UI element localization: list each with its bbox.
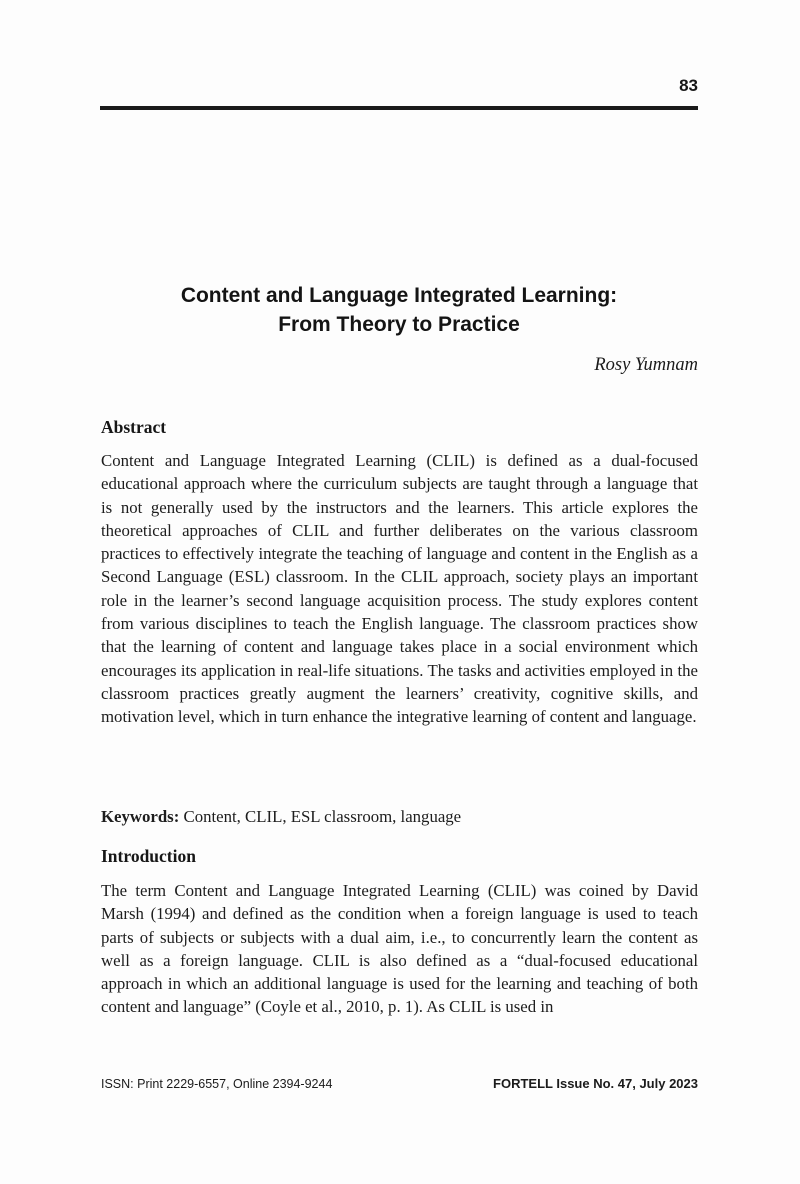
keywords-line [101, 807, 698, 827]
author-name: Rosy Yumnam [594, 355, 698, 375]
footer-issue: FORTELL Issue No. 47, July 2023 [493, 1076, 698, 1091]
keywords-text: Content, CLIL, ESL classroom, language [179, 807, 462, 826]
page-number: 83 [679, 76, 698, 95]
introduction-heading: Introduction [101, 846, 196, 866]
header-rule [100, 106, 698, 110]
introduction-paragraph: The term Content and Language Integrated Learning (CLIL) was coined by David Marsh (1994) and defined as the condition when a foreign language is used to teach parts of subjects or subjects with a dual aim, i.e., to concurrently learn the content as well as a foreign language. CLIL is also defined as a “dual-focused educational approach in which an additional language is used for the learning and teaching of both content and language” (Coyle et al., 2010, p. 1). As CLIL is used in [101, 881, 698, 1017]
article-title [100, 281, 698, 339]
article-title-line2: From Theory to Practice [278, 313, 520, 336]
abstract-paragraph: Content and Language Integrated Learning (CLIL) is defined as a dual-focused educational approach where the curriculum subjects are taught through a language that is not generally used by the instructors and the learners. This article explores the theoretical approaches of CLIL and further deliberates on the various classroom practices to effectively integrate the teaching of language and content in the English as a Second Language (ESL) classroom. In the CLIL approach, society plays an important role in the learner’s second language acquisition process. The study explores content from various disciplines to teach the English language. The classroom practices show that the learning of content and language takes place in a social environment which encourages its application in real-life situations. The tasks and activities employed in the classroom practices greatly augment the learners’ creativity, cognitive skills, and motivation level, which in turn enhance the integrative learning of content and language. [101, 451, 698, 727]
keywords-label: Keywords: [101, 807, 180, 826]
article-title-line1: Content and Language Integrated Learning: [180, 284, 618, 307]
page-footer [101, 1076, 698, 1091]
footer-issn: ISSN: Print 2229-6557, Online 2394-9244 [101, 1077, 333, 1091]
abstract-heading: Abstract [101, 417, 167, 437]
